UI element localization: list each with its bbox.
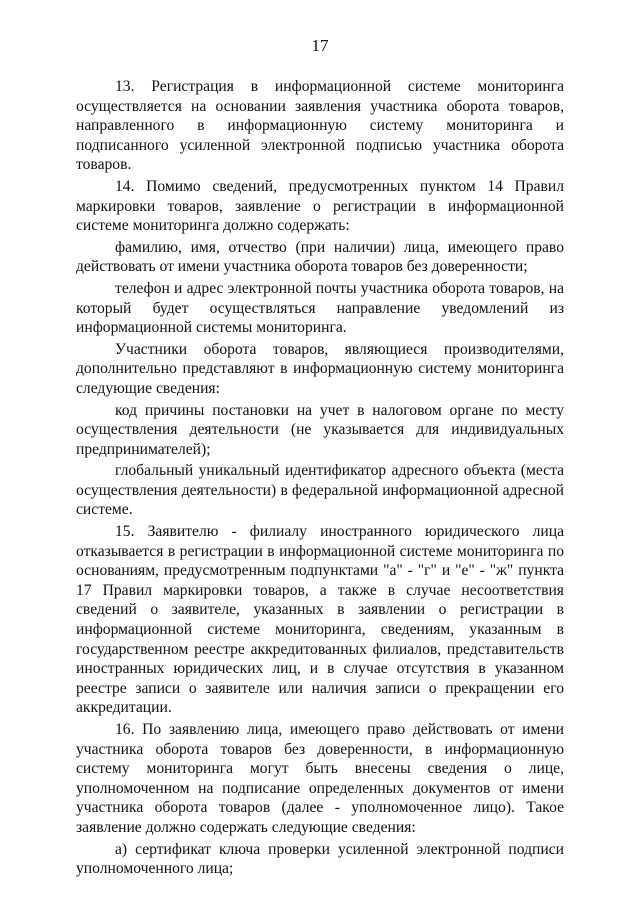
paragraph-producers: Участники оборота товаров, являющиеся производителями, дополнительно представляют в информационную систему мониторинга следующие сведения: [76,340,564,397]
paragraph-14-item-contacts: телефон и адрес электронной почты участника оборота товаров, на который будет осуществляться направление уведомлений из информационной системы мониторинга. [76,279,564,337]
paragraph-14-item-name: фамилию, имя, отчество (при наличии) лица, имеющего право действовать от имени участника оборота товаров без доверенности; [76,238,564,276]
paragraph-16: 16. По заявлению лица, имеющего право действовать от имени участника оборота товаров без доверенности, в информационную систему мониторинга могут быть внесены сведения о лице, уполномоченном на подписание определенных документов от имени участника оборота товаров (далее - уполномоченное лицо). Такое заявление должно содержать следующие сведения: [76,721,564,836]
document-body [76,77,564,881]
paragraph-producers-item-guid: глобальный уникальный идентификатор адресного объекта (места осуществления деятельности) в федеральной информационной адресной системе. [76,462,564,519]
paragraph-14: 14. Помимо сведений, предусмотренных пунктом 14 Правил маркировки товаров, заявление о регистрации в информационной системе мониторинга должно содержать: [76,177,564,235]
paragraph-13: 13. Регистрация в информационной системе мониторинга осуществляется на основании заявления участника оборота товаров, направленного в информационную систему мониторинга и подписанного усиленной электронной подписью участника оборота товаров. [76,78,564,174]
paragraph-16-item-a: а) сертификат ключа проверки усиленной электронной подписи уполномоченного лица; [76,840,564,878]
paragraph-producers-item-kpp: код причины постановки на учет в налоговом органе по месту осуществления деятельности (не указывается для индивидуальных предпринимателей); [76,401,564,458]
paragraph-15: 15. Заявителю - филиалу иностранного юридического лица отказывается в регистрации в информационной системе мониторинга по основаниям, предусмотренным подпунктами "а" - "г" и "е" - "ж" пункта 17 Правил маркировки товаров, а также в случае несоответствия сведений о заявителе, указанных в заявлении о регистрации в информационной системе мониторинга, сведениям, указанным в государственном реестре аккредитованных филиалов, представительств иностранных юридических лиц, и в случае отсутствия в указанном реестре записи о заявителе или наличия записи о прекращении его аккредитации. [76,523,564,717]
page-number: 17 [311,36,329,55]
